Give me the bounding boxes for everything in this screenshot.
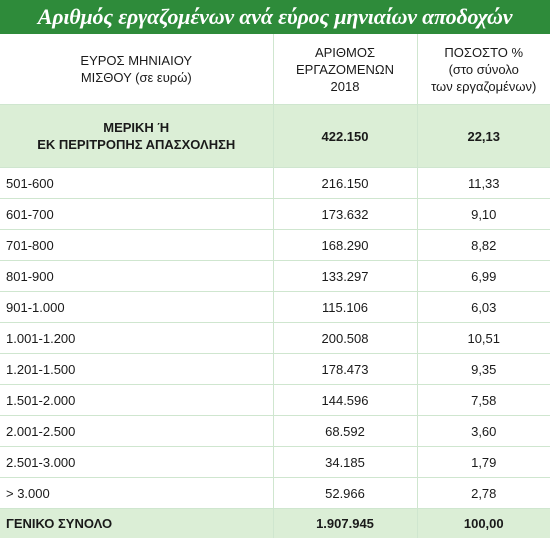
header-salary-range-line1: ΕΥΡΟΣ ΜΗΝΙΑΙΟΥ: [4, 52, 269, 69]
partial-employment-count: 422.150: [273, 105, 417, 168]
header-row: [0, 34, 550, 105]
salary-range-cell: 2.001-2.500: [0, 416, 273, 447]
percentage-cell: 8,82: [417, 230, 550, 261]
employee-count-cell: 173.632: [273, 199, 417, 230]
percentage-cell: 9,35: [417, 354, 550, 385]
table-row: [0, 230, 550, 261]
grand-total-row: [0, 509, 550, 538]
table-row: [0, 354, 550, 385]
percentage-cell: 3,60: [417, 416, 550, 447]
grand-total-label: ΓΕΝΙΚΟ ΣΥΝΟΛΟ: [0, 509, 273, 538]
partial-employment-label: [0, 105, 273, 168]
header-percentage: [417, 34, 550, 105]
salary-range-cell: 2.501-3.000: [0, 447, 273, 478]
header-percentage-line2: (στο σύνολο: [422, 61, 547, 78]
percentage-cell: 9,10: [417, 199, 550, 230]
header-salary-range: [0, 34, 273, 105]
grand-total-count: 1.907.945: [273, 509, 417, 538]
partial-employment-label-line2: ΕΚ ΠΕΡΙΤΡΟΠΗΣ ΑΠΑΣΧΟΛΗΣΗ: [6, 136, 267, 153]
salary-range-cell: 1.201-1.500: [0, 354, 273, 385]
salary-range-cell: 501-600: [0, 168, 273, 199]
table-row: [0, 199, 550, 230]
partial-employment-label-line1: ΜΕΡΙΚΗ Ή: [6, 119, 267, 136]
employee-count-cell: 34.185: [273, 447, 417, 478]
header-percentage-line1: ΠΟΣΟΣΤΟ %: [422, 44, 547, 61]
employee-count-cell: 133.297: [273, 261, 417, 292]
table-row: [0, 447, 550, 478]
table-title: Αριθμός εργαζομένων ανά εύρος μηνιαίων αποδοχών: [0, 0, 550, 34]
partial-employment-row: [0, 105, 550, 168]
salary-table: [0, 34, 550, 538]
header-employee-count-line1: ΑΡΙΘΜΟΣ: [278, 44, 413, 61]
employee-count-cell: 200.508: [273, 323, 417, 354]
employee-count-cell: 52.966: [273, 478, 417, 509]
salary-range-cell: 1.501-2.000: [0, 385, 273, 416]
percentage-cell: 7,58: [417, 385, 550, 416]
percentage-cell: 6,99: [417, 261, 550, 292]
salary-range-cell: 1.001-1.200: [0, 323, 273, 354]
header-employee-count-line3: 2018: [278, 78, 413, 95]
employee-count-cell: 216.150: [273, 168, 417, 199]
percentage-cell: 2,78: [417, 478, 550, 509]
salary-range-cell: > 3.000: [0, 478, 273, 509]
percentage-cell: 6,03: [417, 292, 550, 323]
table-row: [0, 323, 550, 354]
employee-count-cell: 168.290: [273, 230, 417, 261]
header-employee-count-line2: ΕΡΓΑΖΟΜΕΝΩΝ: [278, 61, 413, 78]
table-row: [0, 478, 550, 509]
grand-total-percent: 100,00: [417, 509, 550, 538]
header-salary-range-line2: ΜΙΣΘΟΥ (σε ευρώ): [4, 69, 269, 86]
percentage-cell: 11,33: [417, 168, 550, 199]
table-row: [0, 385, 550, 416]
salary-range-cell: 901-1.000: [0, 292, 273, 323]
table-row: [0, 168, 550, 199]
table-row: [0, 416, 550, 447]
employee-count-cell: 178.473: [273, 354, 417, 385]
salary-range-cell: 701-800: [0, 230, 273, 261]
salary-range-cell: 801-900: [0, 261, 273, 292]
employee-count-cell: 115.106: [273, 292, 417, 323]
partial-employment-percent: 22,13: [417, 105, 550, 168]
employee-count-cell: 144.596: [273, 385, 417, 416]
employee-count-cell: 68.592: [273, 416, 417, 447]
table-row: [0, 292, 550, 323]
percentage-cell: 1,79: [417, 447, 550, 478]
salary-range-cell: 601-700: [0, 199, 273, 230]
table-row: [0, 261, 550, 292]
percentage-cell: 10,51: [417, 323, 550, 354]
header-percentage-line3: των εργαζομένων): [422, 78, 547, 95]
header-employee-count: [273, 34, 417, 105]
